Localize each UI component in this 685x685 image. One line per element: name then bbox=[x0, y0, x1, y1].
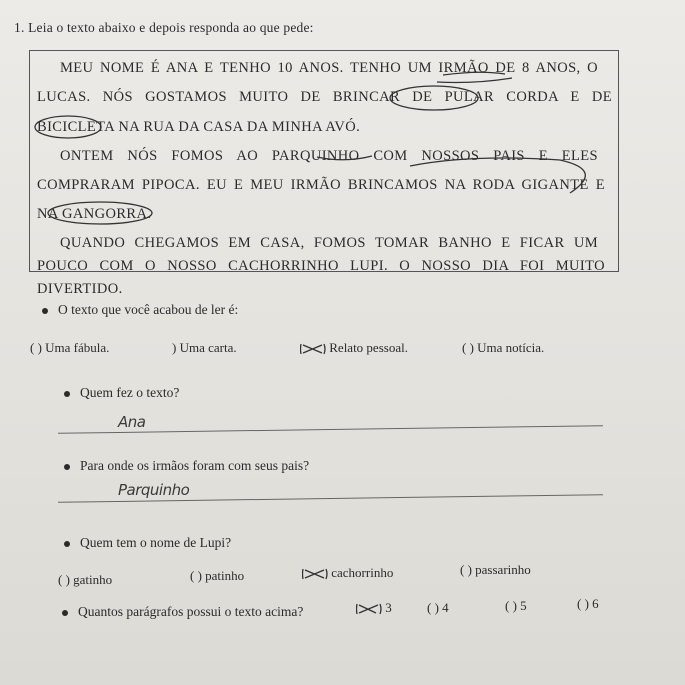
question-paragraphs-prompt: Quantos parágrafos possui o texto acima? bbox=[78, 604, 304, 619]
option-relato-pessoal[interactable] bbox=[300, 340, 408, 356]
pencil-annotations bbox=[0, 0, 685, 300]
question-genre-prompt: O texto que você acabou de ler é: bbox=[58, 302, 239, 317]
question-destination-prompt: Para onde os irmãos foram com seus pais? bbox=[80, 458, 310, 473]
answer-author-handwritten: Ana bbox=[118, 413, 146, 431]
bullet-icon bbox=[42, 308, 48, 314]
text-line-6: NA GANGORRA. bbox=[37, 206, 152, 222]
option-cachorrinho-label: cachorrinho bbox=[331, 565, 394, 580]
option-noticia[interactable]: ( ) Uma notícia. bbox=[462, 340, 545, 355]
text-line-9: DIVERTIDO. bbox=[37, 281, 123, 297]
bullet-icon bbox=[64, 541, 70, 547]
text-line-2: LUCAS. NÓS GOSTAMOS MUITO DE BRINCAR DE PULAR CORDA E DE bbox=[37, 89, 612, 105]
text-line-1: MEU NOME É ANA E TENHO 10 ANOS. TENHO UM IRMÃO DE 8 ANOS, O bbox=[60, 60, 598, 76]
bullet-icon bbox=[64, 464, 70, 470]
checkbox-x-marked-icon bbox=[356, 602, 382, 616]
option-5[interactable]: ( ) 5 bbox=[505, 598, 527, 613]
question-paragraphs bbox=[62, 604, 303, 620]
option-passarinho[interactable]: ( ) passarinho bbox=[460, 562, 531, 577]
text-line-5: COMPRARAM PIPOCA. EU E MEU IRMÃO BRINCAMOS NA RODA GIGANTE E bbox=[37, 177, 605, 193]
text-line-4: ONTEM NÓS FOMOS AO PARQUINHO COM NOSSOS PAIS E ELES bbox=[60, 148, 598, 164]
option-4[interactable]: ( ) 4 bbox=[427, 600, 449, 615]
question-lupi-prompt: Quem tem o nome de Lupi? bbox=[80, 535, 232, 550]
question-author bbox=[64, 385, 179, 401]
question-author-prompt: Quem fez o texto? bbox=[80, 385, 180, 400]
answer-destination-handwritten: Parquinho bbox=[118, 481, 190, 499]
text-line-3: BICICLETA NA RUA DA CASA DA MINHA AVÓ. bbox=[37, 119, 361, 135]
text-line-8: POUCO COM O NOSSO CACHORRINHO LUPI. O NOSSO DIA FOI MUITO bbox=[37, 258, 605, 274]
checkbox-x-marked-icon bbox=[302, 567, 328, 581]
question-1-title: 1. Leia o texto abaixo e depois responda ao que pede: bbox=[14, 20, 314, 35]
option-6[interactable]: ( ) 6 bbox=[577, 596, 599, 611]
option-3[interactable] bbox=[356, 600, 392, 616]
bullet-icon bbox=[64, 391, 70, 397]
bullet-icon bbox=[62, 610, 68, 616]
checkbox-x-marked-icon bbox=[300, 342, 326, 356]
question-text-genre bbox=[42, 302, 238, 318]
question-lupi bbox=[64, 535, 231, 551]
option-patinho[interactable]: ( ) patinho bbox=[190, 568, 245, 583]
option-fabula[interactable]: ( ) Uma fábula. bbox=[30, 340, 110, 355]
option-gatinho[interactable]: ( ) gatinho bbox=[58, 572, 113, 587]
question-destination bbox=[64, 458, 309, 474]
option-cachorrinho[interactable] bbox=[302, 565, 393, 581]
text-line-7: QUANDO CHEGAMOS EM CASA, FOMOS TOMAR BANHO E FICAR UM bbox=[60, 235, 598, 251]
option-3-label: 3 bbox=[385, 600, 392, 615]
option-carta[interactable]: ) Uma carta. bbox=[172, 340, 237, 355]
option-relato-label: Relato pessoal. bbox=[329, 340, 408, 355]
